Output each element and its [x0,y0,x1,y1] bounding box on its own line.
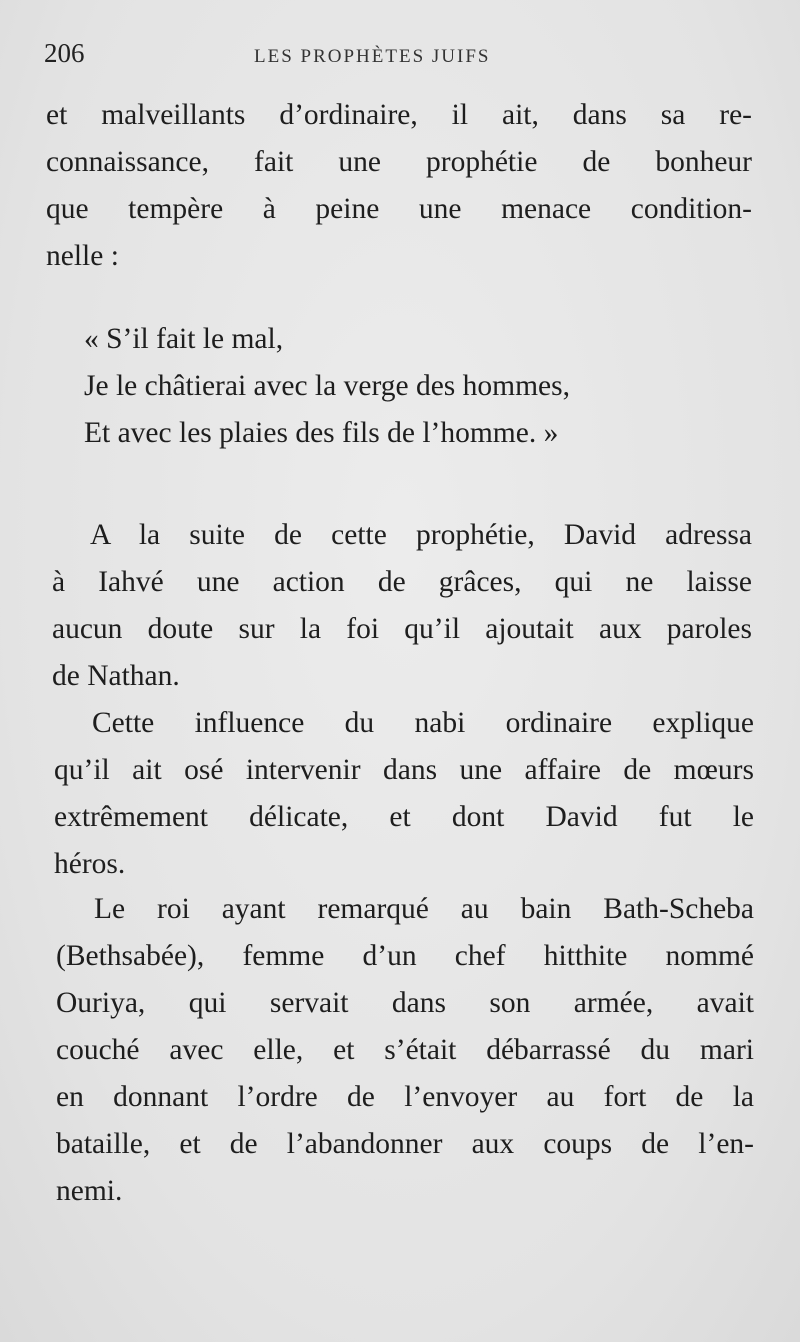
text-line: couché avec elle, et s’était débarrassé du mari [56,1034,754,1066]
text-line: Cette influence du nabi ordinaire explique [92,707,754,739]
verse-quotation [84,316,724,457]
text-line: héros. [54,848,126,880]
text-line: nemi. [56,1175,123,1207]
text-line: à Iahvé une action de grâces, qui ne laisse [52,566,752,598]
text-line: que tempère à peine une menace condition- [46,193,752,225]
paragraph-4 [56,886,754,1215]
paragraph-3 [54,700,754,888]
text-line: connaissance, fait une prophétie de bonheur [46,146,752,178]
verse-line: Je le châtierai avec la verge des hommes, [84,370,570,402]
text-line: et malveillants d’ordinaire, il ait, dans sa re- [46,99,752,131]
text-line: Le roi ayant remarqué au bain Bath-Scheba [94,893,754,925]
verse-line: Et avec les plaies des fils de l’homme. » [84,417,559,449]
text-line: Ouriya, qui servait dans son armée, avait [56,987,754,1019]
paragraph-2 [52,512,752,700]
text-line: de Nathan. [52,660,180,692]
page-number: 206 [44,38,85,68]
text-line: extrêmement délicate, et dont David fut le [54,801,754,833]
verse-line: « S’il fait le mal, [84,323,284,355]
text-line: bataille, et de l’abandonner aux coups de l’en- [56,1128,754,1160]
text-line: A la suite de cette prophétie, David adressa [90,519,752,551]
text-line: nelle : [46,240,119,272]
text-line: aucun doute sur la foi qu’il ajoutait aux paroles [52,613,752,645]
running-title: LES PROPHÈTES JUIFS [254,46,491,67]
text-line: qu’il ait osé intervenir dans une affaire de mœurs [54,754,754,786]
paragraph-1 [46,92,752,280]
text-line: en donnant l’ordre de l’envoyer au fort de la [56,1081,754,1113]
page-header [44,38,754,78]
text-line: (Bethsabée), femme d’un chef hitthite nommé [56,940,754,972]
